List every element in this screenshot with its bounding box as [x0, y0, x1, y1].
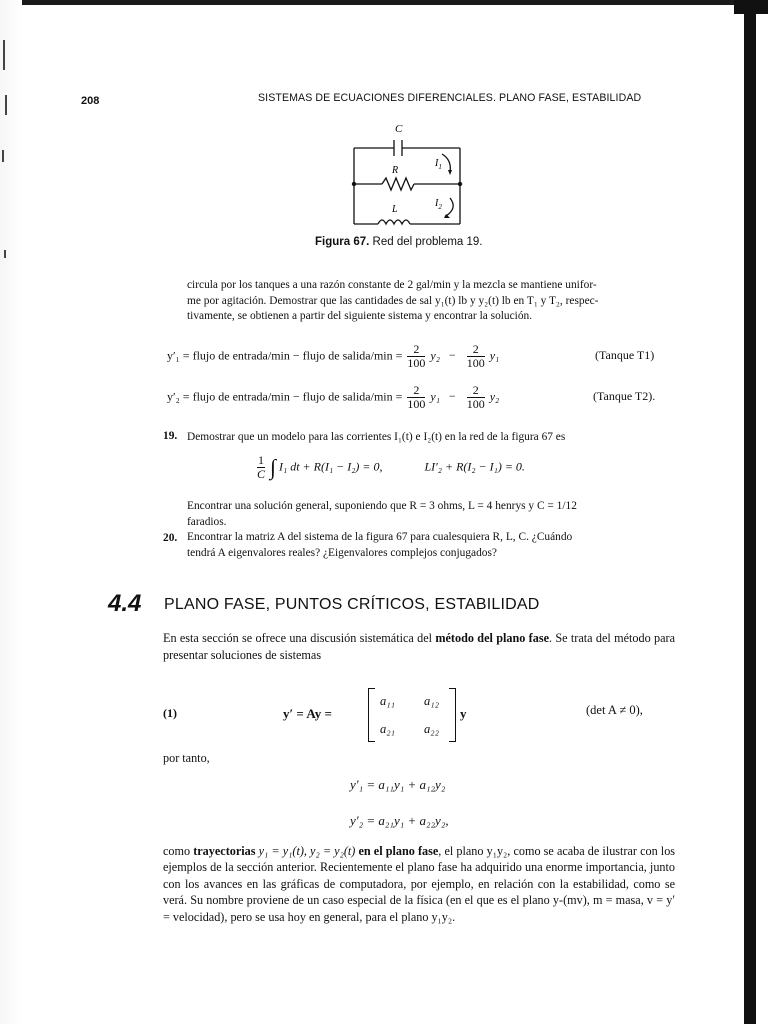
tank-equation-2: y′₂ = flujo de entrada/min − flujo de salida/min = $\frac{2}{100}$ y₁ − $\frac{2}{100}$ y₂	[167, 383, 500, 411]
scan-top-edge	[0, 0, 740, 5]
tank-equation-1: y′₁ = flujo de entrada/min − flujo de salida/min = $\frac{2}{100}$ y₂ − $\frac{2}{100}$ y₁	[167, 342, 500, 370]
figure-caption: Figura 67. Red del problema 19.	[315, 236, 483, 248]
running-head: SISTEMAS DE ECUACIONES DIFERENCIALES. PLANO FASE, ESTABILIDAD	[258, 92, 642, 104]
por-tanto: por tanto,	[163, 751, 210, 765]
label-R: R	[392, 165, 399, 176]
matrix-equation: y′ = Ay = a₁₁ a₁₂ a₂₁ a₂₂ y	[283, 688, 483, 744]
label-I1: I	[435, 158, 439, 169]
problem-19-number: 19.	[163, 430, 178, 442]
svg-text:I2: $I_2$	[435, 198, 442, 211]
problem-20-number: 20.	[163, 532, 178, 544]
equation-label-1: (1)	[163, 706, 177, 720]
det-condition: (det A ≠ 0),	[586, 703, 643, 717]
problem-18-text: circula por los tanques a una razón constante de 2 gal/min y la mezcla se mantiene unifor- me por agitación. Demostrar que las cantidades de sal y₁(t) lb y y₂(t) lb en T₁ y T₂, respec- tivamente, se obtienen a partir del siguiente sistema y encontrar la solución.	[187, 279, 599, 322]
tank-2-label: (Tanque T2).	[593, 389, 656, 403]
problem-20-line1: Encontrar la matriz A del sistema de la figura 67 para cualesquiera R, L, C. ¿Cuándo	[187, 531, 573, 543]
page-number: 208	[81, 95, 100, 107]
tank-1-label: (Tanque T1)	[595, 348, 655, 362]
problem-19-equation: $\frac{1}{C}$ ∫ I₁ dt + R(I₁ − I₂) = 0, LI′₂ + R(I₂ − I₁) = 0.	[257, 453, 525, 481]
problem-19-line3: faradios.	[187, 516, 227, 528]
label-L: L	[392, 204, 398, 215]
section-title: PLANO FASE, PUNTOS CRÍTICOS, ESTABILIDAD	[164, 596, 540, 613]
problem-19-line2: Encontrar una solución general, suponiendo que R = 3 ohms, L = 4 henrys y C = 1/12	[187, 500, 577, 512]
section-intro: En esta sección se ofrece una discusión sistemática del método del plano fase. Se trata del método para presentar soluciones de sistemas	[163, 631, 675, 662]
label-I2: I	[435, 198, 439, 209]
section-number: 4.4	[108, 590, 142, 617]
problem-20-line2: tendrá A eigenvalores reales? ¿Eigenvalores complejos conjugados?	[187, 547, 497, 559]
problem-19-text: Demostrar que un modelo para las corrientes I₁(t) e I₂(t) en la red de la figura 67 es	[187, 431, 566, 443]
scan-left-margin	[0, 0, 22, 1024]
label-C: C	[395, 123, 403, 135]
closing-paragraph: como trayectorias y₁ = y₁(t), y₂ = y₂(t) en el plano fase, el plano y₁y₂, como se acaba de ilustrar con los ejemplos de la sección anterior. Recientemente el plano fase ha adquirido una enorme importancia, junto con los avances en las gráficas de computadora, por ejemplo, en relación con la estabilidad, como se verá. Su nombre proviene de un caso especial de la física (en el que es el plano y-(mv), m = masa, v = y′ = velocidad), pero se usa hoy en general, para el plano y₁y₂.	[163, 844, 676, 924]
component-equation-2: y′₂ = a₂₁y₁ + a₂₂y₂,	[350, 813, 449, 828]
component-equation-1: y′₁ = a₁₁y₁ + a₁₂y₂	[350, 777, 446, 792]
circuit-diagram	[340, 118, 470, 230]
svg-text:I1: $I_1$	[435, 158, 442, 171]
scan-right-binding	[734, 0, 768, 1024]
